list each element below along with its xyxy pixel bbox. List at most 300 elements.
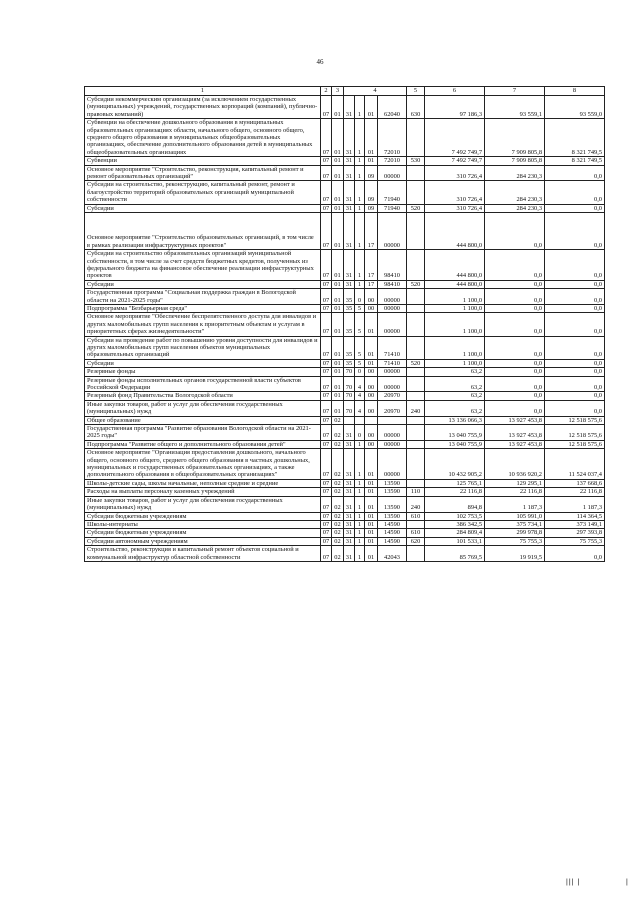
subsection-code: 02 [332,449,344,480]
target-code-direction: 71940 [378,204,407,212]
row-name: Общее образование [85,416,321,424]
target-code-direction: 42043 [378,546,407,562]
amount-year-1: 7 492 749,7 [425,157,485,165]
amount-year-2: 0,0 [485,376,545,392]
amount-year-3: 114 364,5 [545,512,605,520]
row-name: Субсидии некоммерческим организациям (за исключением государственных (муниципальных) учреждений, государственных корпораций (компаний), публично-правовых компаний) [85,96,321,119]
column-header: 3 [332,87,344,96]
target-code-activity: 09 [365,181,378,204]
target-code-activity: 01 [365,313,378,336]
section-code: 07 [321,425,332,441]
subsection-code: 01 [332,280,344,288]
target-code-activity: 09 [365,204,378,212]
amount-year-1: 10 432 905,2 [425,449,485,480]
scan-marks: ||| | [566,879,581,886]
amount-year-2: 19 919,5 [485,546,545,562]
target-code-subprogram: 1 [355,479,365,487]
target-code-direction: 14590 [378,529,407,537]
target-code-activity: 17 [365,280,378,288]
target-code-activity: 01 [365,157,378,165]
target-code-activity: 01 [365,119,378,157]
target-code-subprogram: 1 [355,213,365,250]
section-code: 07 [321,520,332,528]
target-code-program: 31 [344,280,355,288]
section-code: 07 [321,416,332,424]
target-code-activity: 00 [365,425,378,441]
target-code-direction: 14590 [378,520,407,528]
table-row [85,512,605,520]
subsection-code: 02 [332,416,344,424]
amount-year-2: 13 927 453,8 [485,440,545,448]
row-name: Субсидии автономным учреждениям [85,537,321,545]
target-code-program: 31 [344,96,355,119]
subsection-code: 02 [332,425,344,441]
section-code: 07 [321,496,332,512]
subsection-code: 02 [332,537,344,545]
amount-year-1: 125 765,1 [425,479,485,487]
row-name: Строительство, реконструкция и капитальный ремонт объектов социальной и коммунальной инфраструктур областной собственности [85,546,321,562]
amount-year-3: 0,0 [545,546,605,562]
table-row [85,529,605,537]
expense-type-code [407,392,425,400]
amount-year-2: 7 909 805,8 [485,119,545,157]
amount-year-1: 1 100,0 [425,304,485,312]
amount-year-1: 63,2 [425,392,485,400]
section-code: 07 [321,479,332,487]
expense-type-code: 520 [407,359,425,367]
row-name: Субсидии на строительство, реконструкцию, капитальный ремонт, ремонт и благоустройство территорий образовательных организаций муниципальной собственности [85,181,321,204]
section-code: 07 [321,157,332,165]
page-number: 46 [316,58,324,66]
amount-year-2: 7 909 805,8 [485,157,545,165]
scan-tick: | [626,879,628,886]
target-code-program: 31 [344,488,355,496]
amount-year-2: 0,0 [485,368,545,376]
amount-year-3: 8 321 749,5 [545,119,605,157]
amount-year-1: 444 800,0 [425,250,485,281]
expense-type-code: 240 [407,496,425,512]
amount-year-3: 1 187,3 [545,496,605,512]
amount-year-2: 0,0 [485,280,545,288]
row-name: Школы-интернаты [85,520,321,528]
target-code-program: 31 [344,479,355,487]
subsection-code: 01 [332,181,344,204]
amount-year-3: 12 518 575,6 [545,425,605,441]
subsection-code: 01 [332,400,344,416]
section-code: 07 [321,313,332,336]
subsection-code: 02 [332,546,344,562]
amount-year-3: 0,0 [545,376,605,392]
table-row [85,520,605,528]
target-code-activity: 00 [365,304,378,312]
table-row [85,392,605,400]
target-code-program: 35 [344,304,355,312]
target-code-direction: 13590 [378,496,407,512]
amount-year-1: 1 100,0 [425,313,485,336]
section-code: 07 [321,376,332,392]
row-name: Субсидии на проведение работ по повышению уровня доступности для инвалидов и других маломобильных групп населения объектов муниципальных образовательных организаций [85,336,321,359]
target-code-subprogram: 1 [355,529,365,537]
target-code-direction: 00000 [378,313,407,336]
target-code-subprogram: 0 [355,289,365,305]
column-header: 8 [545,87,605,96]
amount-year-2: 13 927 453,8 [485,416,545,424]
row-name: Субвенции на обеспечение дошкольного образования в муниципальных образовательных организациях области, начального общего, основного общего, среднего общего образования в муниципальных общеобразовательных организациях, обеспечение дополнительного образования детей в муниципальных общеобразовательных организациях [85,119,321,157]
amount-year-1: 63,2 [425,376,485,392]
expense-type-code [407,289,425,305]
table-row [85,496,605,512]
target-code-subprogram: 1 [355,440,365,448]
target-code-program: 31 [344,449,355,480]
target-code-program: 31 [344,425,355,441]
amount-year-1: 386 342,5 [425,520,485,528]
table-row [85,289,605,305]
target-code-subprogram: 4 [355,376,365,392]
amount-year-3: 0,0 [545,313,605,336]
column-header: 4 [344,87,407,96]
target-code-program: 35 [344,313,355,336]
row-name: Иные закупки товаров, работ и услуг для обеспечения государственных (муниципальных) нужд [85,496,321,512]
amount-year-3: 0,0 [545,213,605,250]
target-code-subprogram: 1 [355,96,365,119]
target-code-activity: 01 [365,546,378,562]
target-code-subprogram: 1 [355,165,365,181]
section-code: 07 [321,488,332,496]
target-code-subprogram: 5 [355,304,365,312]
table-row [85,376,605,392]
target-code-program: 70 [344,376,355,392]
section-code: 07 [321,529,332,537]
target-code-direction: 13590 [378,479,407,487]
expense-type-code [407,520,425,528]
amount-year-1: 284 809,4 [425,529,485,537]
amount-year-3: 12 518 575,6 [545,416,605,424]
expense-type-code [407,119,425,157]
target-code-direction: 00000 [378,213,407,250]
amount-year-2: 10 936 920,2 [485,449,545,480]
row-name: Иные закупки товаров, работ и услуг для обеспечения государственных (муниципальных) нужд [85,400,321,416]
table-row [85,165,605,181]
amount-year-1: 13 040 755,9 [425,440,485,448]
target-code-activity [365,416,378,424]
table-row [85,425,605,441]
target-code-direction: 72010 [378,157,407,165]
subsection-code: 01 [332,304,344,312]
subsection-code: 02 [332,520,344,528]
row-name: Субсидии [85,204,321,212]
target-code-program: 31 [344,181,355,204]
amount-year-1: 101 533,1 [425,537,485,545]
expense-type-code [407,546,425,562]
subsection-code: 02 [332,479,344,487]
amount-year-3: 0,0 [545,336,605,359]
amount-year-1: 444 800,0 [425,280,485,288]
table-row [85,368,605,376]
target-code-program: 70 [344,400,355,416]
target-code-program: 31 [344,204,355,212]
target-code-program: 31 [344,119,355,157]
target-code-direction: 98410 [378,280,407,288]
target-code-program: 31 [344,250,355,281]
subsection-code: 01 [332,359,344,367]
target-code-subprogram: 1 [355,512,365,520]
amount-year-1: 13 040 755,9 [425,425,485,441]
amount-year-1: 63,2 [425,368,485,376]
target-code-subprogram: 4 [355,392,365,400]
target-code-activity: 01 [365,529,378,537]
amount-year-2: 284 230,3 [485,204,545,212]
subsection-code: 01 [332,96,344,119]
expense-type-code: 620 [407,537,425,545]
section-code: 07 [321,165,332,181]
expense-type-code [407,213,425,250]
target-code-program: 31 [344,157,355,165]
target-code-subprogram: 1 [355,181,365,204]
target-code-program: 35 [344,359,355,367]
table-row [85,304,605,312]
target-code-direction: 00000 [378,289,407,305]
amount-year-2: 0,0 [485,359,545,367]
amount-year-3: 0,0 [545,368,605,376]
expense-type-code [407,425,425,441]
target-code-activity: 01 [365,496,378,512]
amount-year-3: 11 524 037,4 [545,449,605,480]
table-row [85,313,605,336]
subsection-code: 01 [332,165,344,181]
expense-type-code: 610 [407,529,425,537]
expense-type-code [407,336,425,359]
target-code-direction: 00000 [378,368,407,376]
target-code-direction: 20970 [378,400,407,416]
column-header: 5 [407,87,425,96]
target-code-program: 31 [344,537,355,545]
target-code-direction: 14590 [378,537,407,545]
section-code: 07 [321,119,332,157]
expense-type-code [407,250,425,281]
table-row [85,181,605,204]
table-row [85,359,605,367]
target-code-subprogram: 1 [355,449,365,480]
table-row [85,546,605,562]
row-name: Основное мероприятие "Строительство образовательных организаций, в том числе в рамках реализации инфраструктурных проектов" [85,213,321,250]
amount-year-2: 284 230,3 [485,181,545,204]
amount-year-1: 7 492 749,7 [425,119,485,157]
subsection-code: 02 [332,529,344,537]
header-row [85,87,605,96]
amount-year-3: 137 668,6 [545,479,605,487]
amount-year-1: 85 769,5 [425,546,485,562]
target-code-subprogram [355,416,365,424]
row-name: Субсидии [85,280,321,288]
target-code-direction: 20970 [378,392,407,400]
target-code-program: 31 [344,546,355,562]
target-code-subprogram: 5 [355,313,365,336]
subsection-code: 01 [332,313,344,336]
target-code-subprogram: 1 [355,537,365,545]
amount-year-3: 0,0 [545,181,605,204]
target-code-direction: 71940 [378,181,407,204]
table-row [85,449,605,480]
amount-year-3: 0,0 [545,250,605,281]
target-code-direction: 00000 [378,376,407,392]
target-code-activity: 00 [365,376,378,392]
target-code-direction: 00000 [378,425,407,441]
target-code-activity: 01 [365,479,378,487]
subsection-code: 02 [332,496,344,512]
expense-type-code: 520 [407,280,425,288]
section-code: 07 [321,336,332,359]
amount-year-3: 0,0 [545,392,605,400]
expense-type-code: 630 [407,96,425,119]
target-code-activity: 17 [365,250,378,281]
section-code: 07 [321,359,332,367]
target-code-activity: 01 [365,336,378,359]
subsection-code: 01 [332,119,344,157]
target-code-activity: 17 [365,213,378,250]
table-row [85,213,605,250]
section-code: 07 [321,512,332,520]
row-name: Субсидии бюджетным учреждениям [85,529,321,537]
subsection-code: 01 [332,368,344,376]
expense-type-code [407,376,425,392]
section-code: 07 [321,392,332,400]
amount-year-1: 310 726,4 [425,204,485,212]
expense-type-code: 610 [407,512,425,520]
amount-year-2: 0,0 [485,213,545,250]
target-code-direction: 00000 [378,440,407,448]
amount-year-1: 1 100,0 [425,289,485,305]
section-code: 07 [321,96,332,119]
amount-year-3: 0,0 [545,359,605,367]
column-header: 1 [85,87,321,96]
target-code-activity: 00 [365,289,378,305]
amount-year-3: 0,0 [545,304,605,312]
amount-year-1: 102 753,5 [425,512,485,520]
target-code-subprogram: 1 [355,250,365,281]
target-code-direction: 13590 [378,512,407,520]
subsection-code: 01 [332,376,344,392]
amount-year-1: 22 116,8 [425,488,485,496]
amount-year-1: 97 186,3 [425,96,485,119]
subsection-code: 02 [332,440,344,448]
section-code: 07 [321,368,332,376]
amount-year-1: 1 100,0 [425,359,485,367]
target-code-activity: 01 [365,537,378,545]
target-code-program: 31 [344,213,355,250]
section-code: 07 [321,250,332,281]
table-row [85,119,605,157]
target-code-direction: 72010 [378,119,407,157]
target-code-subprogram: 5 [355,336,365,359]
target-code-program: 31 [344,440,355,448]
amount-year-3: 0,0 [545,165,605,181]
target-code-subprogram: 0 [355,425,365,441]
target-code-activity: 01 [365,520,378,528]
table-row [85,488,605,496]
section-code: 07 [321,546,332,562]
target-code-program: 70 [344,392,355,400]
target-code-subprogram: 5 [355,359,365,367]
section-code: 07 [321,280,332,288]
expense-type-code [407,313,425,336]
amount-year-3: 0,0 [545,289,605,305]
expense-type-code [407,165,425,181]
expense-type-code [407,304,425,312]
amount-year-3: 93 559,0 [545,96,605,119]
amount-year-1: 1 100,0 [425,336,485,359]
section-code: 07 [321,440,332,448]
target-code-activity: 09 [365,165,378,181]
section-code: 07 [321,204,332,212]
target-code-activity: 01 [365,359,378,367]
target-code-program: 35 [344,336,355,359]
target-code-program: 70 [344,368,355,376]
target-code-activity: 01 [365,96,378,119]
amount-year-2: 284 230,3 [485,165,545,181]
amount-year-2: 0,0 [485,313,545,336]
section-code: 07 [321,449,332,480]
row-name: Резервные фонды исполнительных органов государственной власти субъектов Российской Федерации [85,376,321,392]
target-code-program: 31 [344,529,355,537]
target-code-program: 31 [344,496,355,512]
target-code-activity: 01 [365,488,378,496]
target-code-subprogram: 1 [355,520,365,528]
amount-year-2: 0,0 [485,304,545,312]
expense-type-code [407,368,425,376]
amount-year-2: 75 755,3 [485,537,545,545]
target-code-activity: 00 [365,400,378,416]
target-code-direction: 62040 [378,96,407,119]
row-name: Основное мероприятие "Обеспечение беспрепятственного доступа для инвалидов и других маломобильных групп населения к приоритетным объектам и услугам в приоритетных сферах жизнедеятельности" [85,313,321,336]
column-header: 2 [321,87,332,96]
amount-year-3: 373 149,1 [545,520,605,528]
amount-year-2: 0,0 [485,336,545,359]
expense-type-code: 240 [407,400,425,416]
table-row [85,157,605,165]
target-code-subprogram: 1 [355,119,365,157]
table-row [85,400,605,416]
row-name: Резервный фонд Правительства Вологодской области [85,392,321,400]
target-code-program: 31 [344,520,355,528]
row-name: Подпрограмма "Развитие общего и дополнительного образования детей" [85,440,321,448]
row-name: Субсидии [85,359,321,367]
amount-year-2: 129 295,1 [485,479,545,487]
amount-year-3: 0,0 [545,400,605,416]
section-code: 07 [321,213,332,250]
amount-year-1: 13 136 066,3 [425,416,485,424]
subsection-code: 01 [332,157,344,165]
amount-year-3: 8 321 749,5 [545,157,605,165]
amount-year-2: 0,0 [485,400,545,416]
section-code: 07 [321,289,332,305]
amount-year-1: 310 726,4 [425,181,485,204]
target-code-program: 31 [344,512,355,520]
amount-year-2: 22 116,8 [485,488,545,496]
target-code-activity: 00 [365,440,378,448]
expense-type-code: 530 [407,157,425,165]
expense-type-code [407,440,425,448]
target-code-subprogram: 1 [355,280,365,288]
target-code-direction: 71410 [378,336,407,359]
table-row [85,440,605,448]
amount-year-3: 0,0 [545,280,605,288]
subsection-code: 01 [332,336,344,359]
row-name: Субсидии бюджетным учреждениям [85,512,321,520]
amount-year-2: 1 187,3 [485,496,545,512]
amount-year-3: 22 116,8 [545,488,605,496]
target-code-subprogram: 1 [355,546,365,562]
table-row [85,416,605,424]
